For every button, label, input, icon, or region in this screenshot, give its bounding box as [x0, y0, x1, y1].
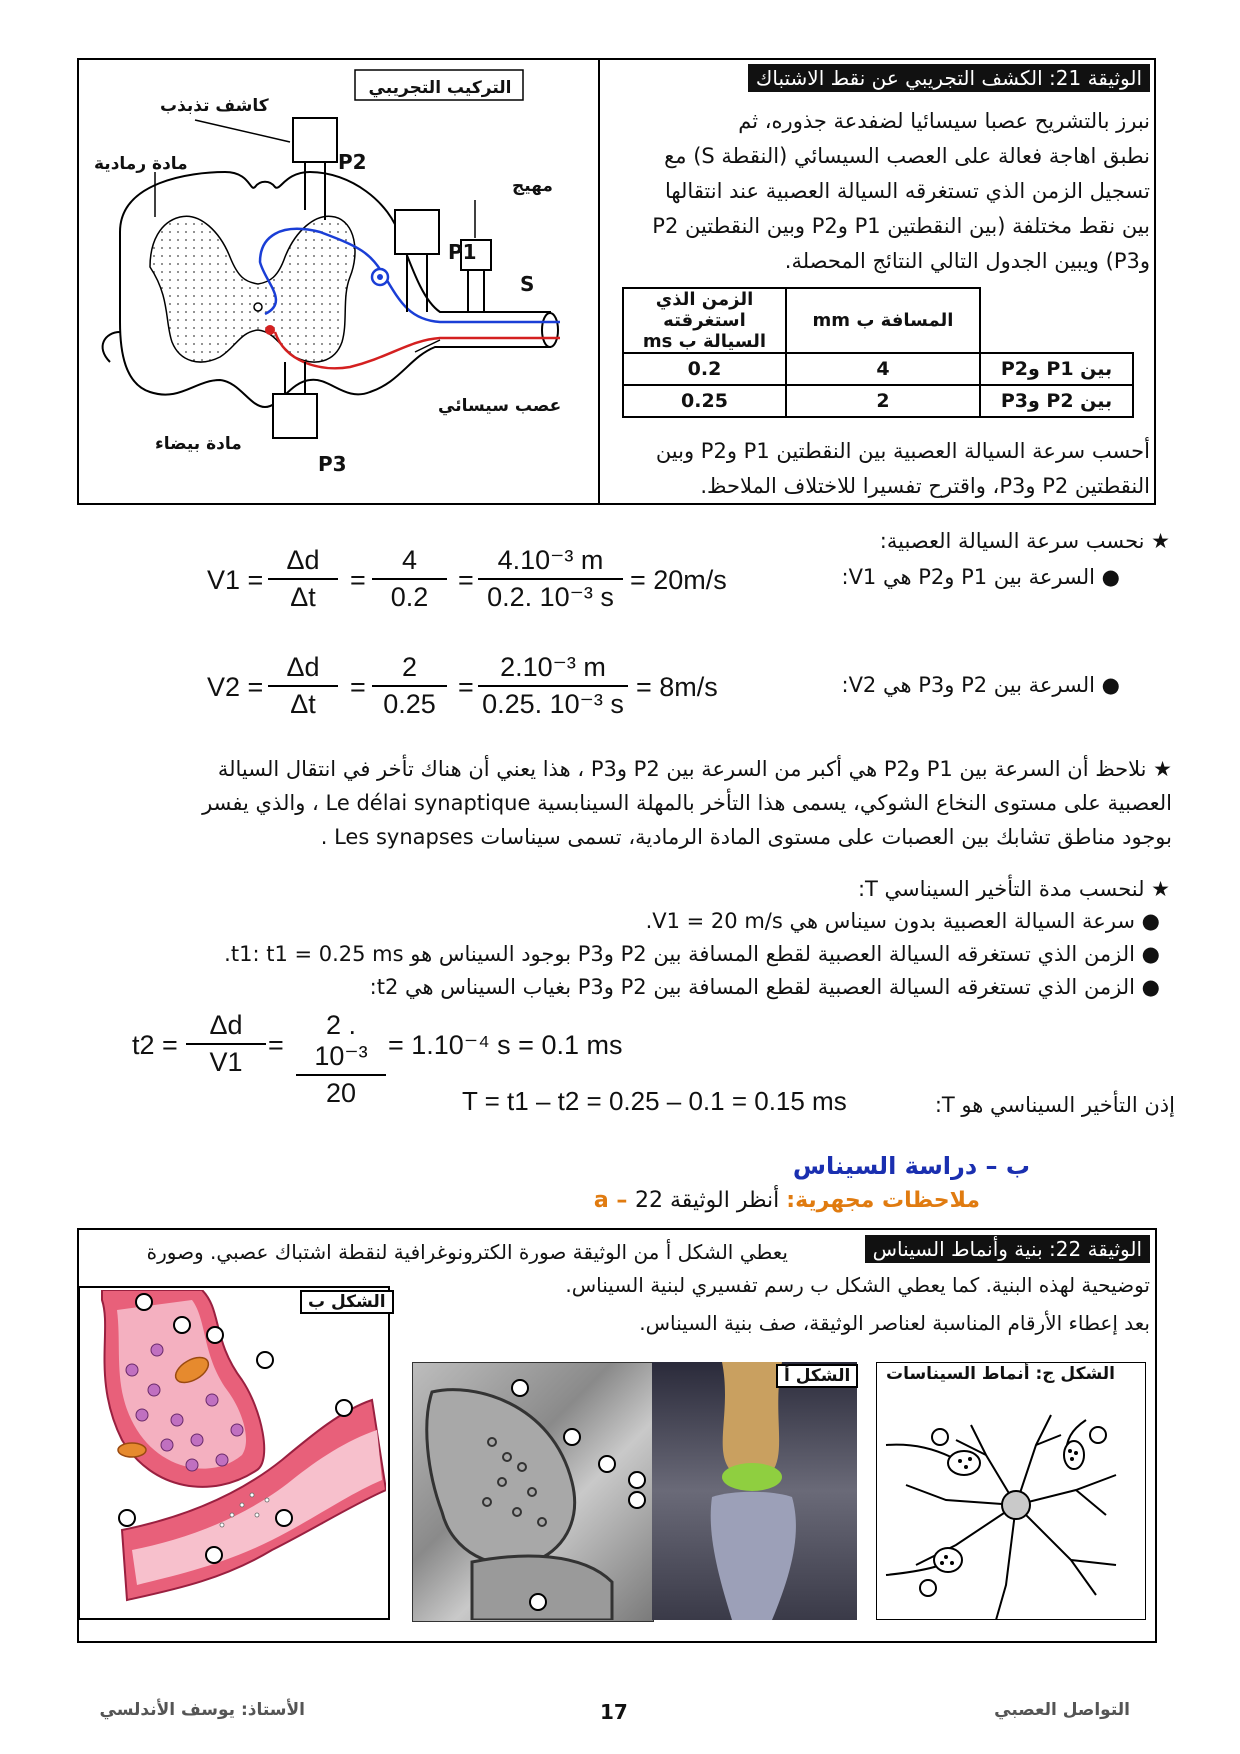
label-stimulator: مهيج [512, 176, 553, 196]
doc22-line-1: يعطي الشكل أ من الوثيقة صورة الكترونوغرافية لنقطة اشتباك عصبي. وصورة [146, 1240, 788, 1264]
speed-title: ★ نحسب سرعة السيالة العصبية: [879, 529, 1170, 553]
doc21-divider [598, 58, 600, 505]
fig-b-synapse-drawing [82, 1290, 386, 1616]
v2-frac1-num: Δd [286, 652, 320, 682]
delay-title: ★ لنحسب مدة التأخير السيناسي T: [857, 877, 1170, 901]
doc22-line-3: بعد إعطاء الأرقام المناسبة لعناصر الوثيقة، صف بنية السيناس. [639, 1311, 1150, 1335]
table-header-empty [980, 288, 1133, 353]
central-canal [254, 303, 262, 311]
eq-sign: = [458, 565, 474, 595]
delay-lines [100, 905, 1160, 1004]
sub-ref: أنظر الوثيقة 22 [634, 1188, 780, 1213]
t2-frac2 [296, 1010, 386, 1109]
doc22-tag: الوثيقة 22: بنية وأنماط السيناس [865, 1235, 1150, 1263]
label-white-matter: مادة بيضاء [155, 434, 242, 454]
p2-electrode [293, 118, 337, 162]
footer-page-number: 17 [600, 1700, 628, 1724]
fig-b-title: الشكل ب [300, 1290, 394, 1314]
observation-line: بوجود مناطق تشابك بين العصبات على مستوى المادة الرمادية، تسمى سيناسات Les synapses . [320, 825, 1172, 849]
v1-frac1 [268, 545, 338, 613]
v2-frac2 [372, 652, 447, 720]
v1-frac1-den: Δt [290, 582, 316, 612]
label-s: S [520, 272, 535, 296]
motor-neuron [265, 325, 275, 335]
fig-a-illustration-detail [652, 1362, 857, 1620]
fig-c-title: الشكل ج: أنماط السيناسات [880, 1364, 1121, 1384]
final-equation: T = t1 – t2 = 0.25 – 0.1 = 0.15 ms [462, 1086, 847, 1116]
t2-frac1-den: V1 [209, 1047, 243, 1077]
doc21-line: تسجيل الزمن الذي تستغرقه السيالة العصبية عند انتقالها [664, 179, 1150, 203]
p3-electrode [273, 394, 317, 438]
fig-a-title: الشكل أ [776, 1364, 858, 1388]
v2-label: ● السرعة بين P2 وP3 هي V2: [841, 673, 1120, 697]
label-p3: P3 [318, 452, 347, 476]
label-p1: P1 [448, 240, 477, 264]
t2-frac2-den: 20 [325, 1078, 357, 1108]
observation-line: ★ نلاحظ أن السرعة بين P1 وP2 هي أكبر من السرعة بين P2 وP3 ، هذا يعني أن هناك تأخر في انتقال السيالة [217, 757, 1172, 781]
doc21-tag: الوثيقة 21: الكشف التجريبي عن نقط الاشتباك [748, 64, 1150, 92]
section-b-subtitle [560, 1188, 980, 1213]
table-row [623, 353, 1133, 385]
doc21-question [610, 434, 1150, 504]
footer-author: الأستاذ: يوسف الأندلسي [99, 1700, 305, 1720]
table-cell: بين P1 وP2 [980, 353, 1133, 385]
v1-frac2-den: 0.2 [390, 582, 429, 612]
question-line: النقطتين P2 وP3، واقترح تفسيرا للاختلاف الملاحظ. [700, 474, 1150, 498]
neuron-soma [1002, 1491, 1030, 1519]
v1-lhs: V1 = [207, 565, 264, 595]
v1-frac3-den: 0.2. 10⁻³ s [487, 582, 614, 612]
doc21-line: بين نقط مختلفة (بين النقطتين P1 وP2 وبين النقطتين P2 [652, 214, 1150, 238]
table-cell: 0.25 [623, 385, 786, 417]
v1-frac2 [372, 545, 447, 613]
v2-frac3-den: 0.25. 10⁻³ s [482, 689, 624, 719]
table-cell: 0.2 [623, 353, 786, 385]
eq-sign: = [350, 672, 366, 702]
table-header-row [623, 288, 1133, 353]
v2-lhs: V2 = [207, 672, 264, 702]
v2-frac2-den: 0.25 [383, 689, 436, 719]
label-spinal-nerve: عصب سيسائي [438, 396, 562, 416]
v2-frac3-num: 2.10⁻³ m [500, 652, 606, 682]
setup-title: التركيب التجريبي [368, 78, 512, 98]
t2-lhs: t2 = [132, 1030, 178, 1060]
v1-frac3-num: 4.10⁻³ m [497, 545, 604, 575]
t2-result: = 1.10⁻⁴ s = 0.1 ms [388, 1030, 623, 1060]
table-cell: 4 [786, 353, 980, 385]
table-header-time: الزمن الذي استغرقته السيالة ب ms [623, 288, 786, 353]
label-p2: P2 [338, 150, 367, 174]
doc21-paragraph [610, 104, 1150, 279]
delay-line: ● الزمن الذي تستغرقه السيالة العصبية لقطع المسافة بين P2 وP3 بغياب السيناس هي t2: [369, 975, 1160, 999]
t2-frac2-num: 2 . 10⁻³ [314, 1010, 368, 1071]
eq-sign: = [350, 565, 366, 595]
label-vibration-detector: كاشف تذبذب [160, 96, 269, 116]
v1-label: ● السرعة بين P1 وP2 هي V1: [841, 565, 1120, 589]
table-header-distance: المسافة ب mm [786, 288, 980, 353]
delay-line: ● سرعة السيالة العصبية بدون سيناس هي V1 = 20 m/s. [645, 909, 1160, 933]
v2-result: = 8m/s [636, 672, 718, 702]
t2-frac1 [186, 1010, 266, 1078]
doc21-line: وP3) ويبين الجدول التالي النتائج المحصلة. [784, 249, 1150, 273]
table-row [623, 385, 1133, 417]
fig-a-number-markers [412, 1362, 652, 1620]
final-label: إذن التأخير السيناسي هو T: [934, 1093, 1175, 1117]
sub-title: a – ملاحظات مجهرية: [593, 1188, 980, 1213]
table-cell: 2 [786, 385, 980, 417]
doc21-line: نبرز بالتشريح عصبا سيسائيا لضفدعة جذوره، ثم [738, 109, 1150, 133]
v1-frac2-num: 4 [401, 545, 418, 575]
eq-sign: = [458, 672, 474, 702]
v2-frac1 [268, 652, 338, 720]
v2-frac1-den: Δt [290, 689, 316, 719]
doc21-line: نطبق اهاجة فعالة على العصب السيسائي (النقطة S) مع [664, 144, 1150, 168]
label-grey-matter: مادة رمادية [94, 154, 188, 174]
observation-line: العصبية على مستوى النخاع الشوكي، يسمى هذا التأخر بالمهلة السينابسية Le délai synaptique ، والذي يفسر [202, 791, 1172, 815]
v1-result: = 20m/s [630, 565, 727, 595]
section-b-title: ب – دراسة السيناس [792, 1152, 1030, 1180]
v2-frac2-num: 2 [401, 652, 418, 682]
p1-electrode [395, 210, 439, 254]
t2-frac1-num: Δd [209, 1010, 243, 1040]
eq-sign: = [268, 1030, 284, 1060]
results-table [622, 287, 1134, 418]
question-line: أحسب سرعة السيالة العصبية بين النقطتين P1 وP2 وبين [655, 439, 1150, 463]
v1-frac1-num: Δd [286, 545, 320, 575]
v2-frac3 [478, 652, 628, 720]
fig-c-neuron-drawing [876, 1395, 1146, 1620]
v1-frac3 [478, 545, 623, 613]
delay-line: ● الزمن الذي تستغرقه السيالة العصبية لقطع المسافة بين P2 وP3 بوجود السيناس هو t1: t1 = 0.25 ms. [224, 942, 1160, 966]
doc22-line-2: توضيحية لهذه البنية. كما يعطي الشكل ب رسم تفسيري لبنية السيناس. [565, 1273, 1150, 1297]
footer-chapter: التواصل العصبي [994, 1700, 1130, 1720]
table-cell: بين P2 وP3 [980, 385, 1133, 417]
observation-paragraph [120, 752, 1172, 854]
